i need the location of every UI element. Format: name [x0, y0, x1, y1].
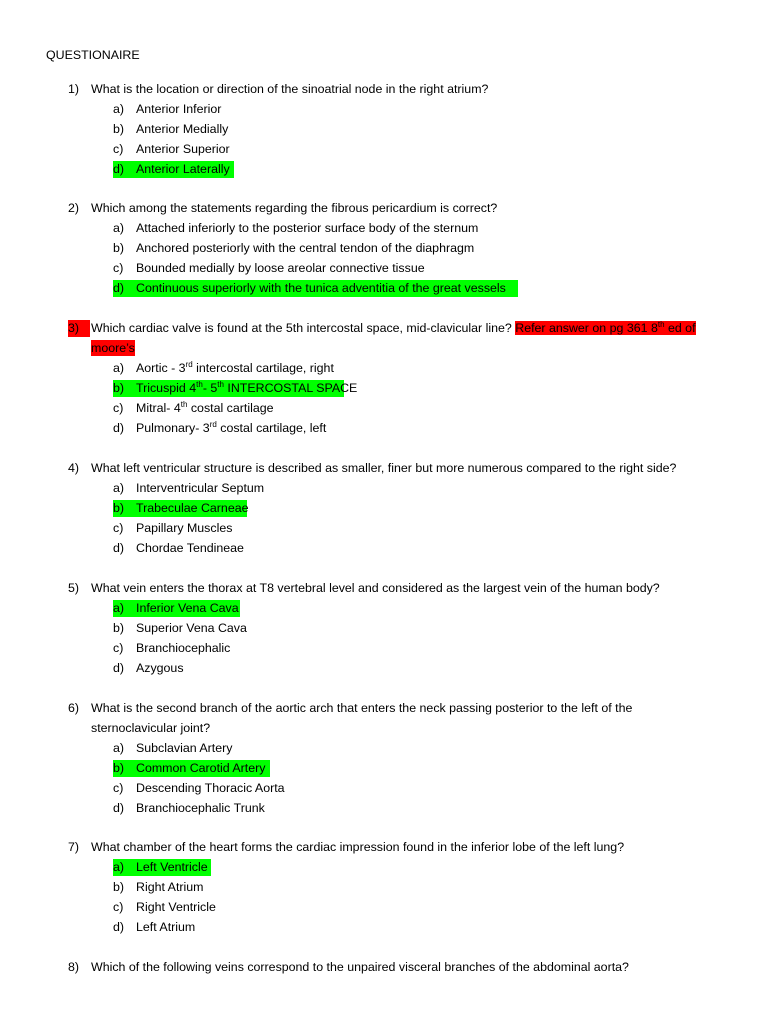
option-c: c) Descending Thoracic Aorta [113, 781, 285, 795]
option-d: d) Azygous [113, 661, 184, 675]
question-text: What is the second branch of the aortic arch that enters the neck passing posterior to the left of the [91, 701, 633, 715]
question-number: 8) [68, 960, 80, 974]
question-text: What chamber of the heart forms the cardiac impression found in the inferior lobe of the left lung? [91, 840, 625, 854]
option-b: b) Anchored posteriorly with the central tendon of the diaphragm [113, 241, 475, 255]
option-b: b) Superior Vena Cava [113, 621, 247, 635]
option-b-answer: b) Tricuspid 4th- 5th INTERCOSTAL SPACE [113, 380, 358, 395]
option-c: c) Mitral- 4th costal cartilage [113, 400, 274, 415]
question-number: 1) [68, 82, 80, 96]
option-a-answer: a) Left Ventricle [0, 859, 768, 879]
option-c: c) Papillary Muscles [113, 521, 233, 535]
reference-note: Refer answer on pg 361 8th ed of [515, 320, 696, 335]
question-7 [0, 839, 768, 939]
question-2 [0, 200, 768, 300]
question-text: Which among the statements regarding the fibrous pericardium is correct? [91, 201, 498, 215]
option-b: b) Right Atrium [113, 880, 204, 894]
question-text: What vein enters the thorax at T8 vertebral level and considered as the largest vein of the human body? [91, 581, 660, 595]
option-a-answer: a) Inferior Vena Cava [113, 601, 239, 615]
option-d-answer: d) Anterior Laterally [0, 161, 768, 181]
option-d: d) Branchiocephalic Trunk [113, 801, 265, 815]
option-d: d) Pulmonary- 3rd costal cartilage, left [113, 420, 327, 435]
option-a: a) Subclavian Artery [113, 741, 233, 755]
option-d-answer: d) Continuous superiorly with the tunica adventitia of the great vessels [0, 280, 768, 300]
option-a: a) Anterior Inferior [113, 102, 222, 116]
question-text: What is the location or direction of the sinoatrial node in the right atrium? [91, 82, 489, 96]
option-d: d) Left Atrium [113, 920, 196, 934]
question-text: Which of the following veins correspond to the unpaired visceral branches of the abdominal aorta? [91, 960, 629, 974]
question-text-continued: sternoclavicular joint? [91, 721, 211, 735]
question-number: 2) [68, 201, 80, 215]
option-c: c) Bounded medially by loose areolar connective tissue [113, 261, 425, 275]
question-number: 4) [68, 461, 80, 475]
question-number: 3) [68, 321, 80, 335]
question-number: 5) [68, 581, 80, 595]
question-3 [0, 320, 768, 440]
question-4 [0, 460, 768, 560]
question-number: 7) [68, 840, 80, 854]
option-a: a) Aortic - 3rd intercostal cartilage, right [113, 360, 334, 375]
document-title: QUESTIONAIRE [46, 48, 140, 62]
question-6 [0, 700, 768, 820]
option-a: a) Attached inferiorly to the posterior surface body of the sternum [113, 221, 479, 235]
option-c: c) Right Ventricle [113, 900, 216, 914]
question-1 [0, 81, 768, 181]
option-d: d) Chordae Tendineae [113, 541, 244, 555]
question-5 [0, 580, 768, 680]
question-text: Which cardiac valve is found at the 5th intercostal space, mid-clavicular line? Refer answer on pg 361 8th ed of [91, 320, 696, 335]
option-b-answer: b) Common Carotid Artery [0, 760, 768, 780]
option-a: a) Interventricular Septum [113, 481, 265, 495]
option-b-answer: b) Trabeculae Carneae [113, 501, 249, 515]
option-c: c) Branchiocephalic [113, 641, 231, 655]
option-c: c) Anterior Superior [113, 142, 230, 156]
reference-note-continued: moore’s [91, 341, 135, 355]
question-number: 6) [68, 701, 80, 715]
question-text: What left ventricular structure is described as smaller, finer but more numerous compared to the right side? [91, 461, 677, 475]
option-b: b) Anterior Medially [113, 122, 229, 136]
question-8 [0, 959, 768, 979]
